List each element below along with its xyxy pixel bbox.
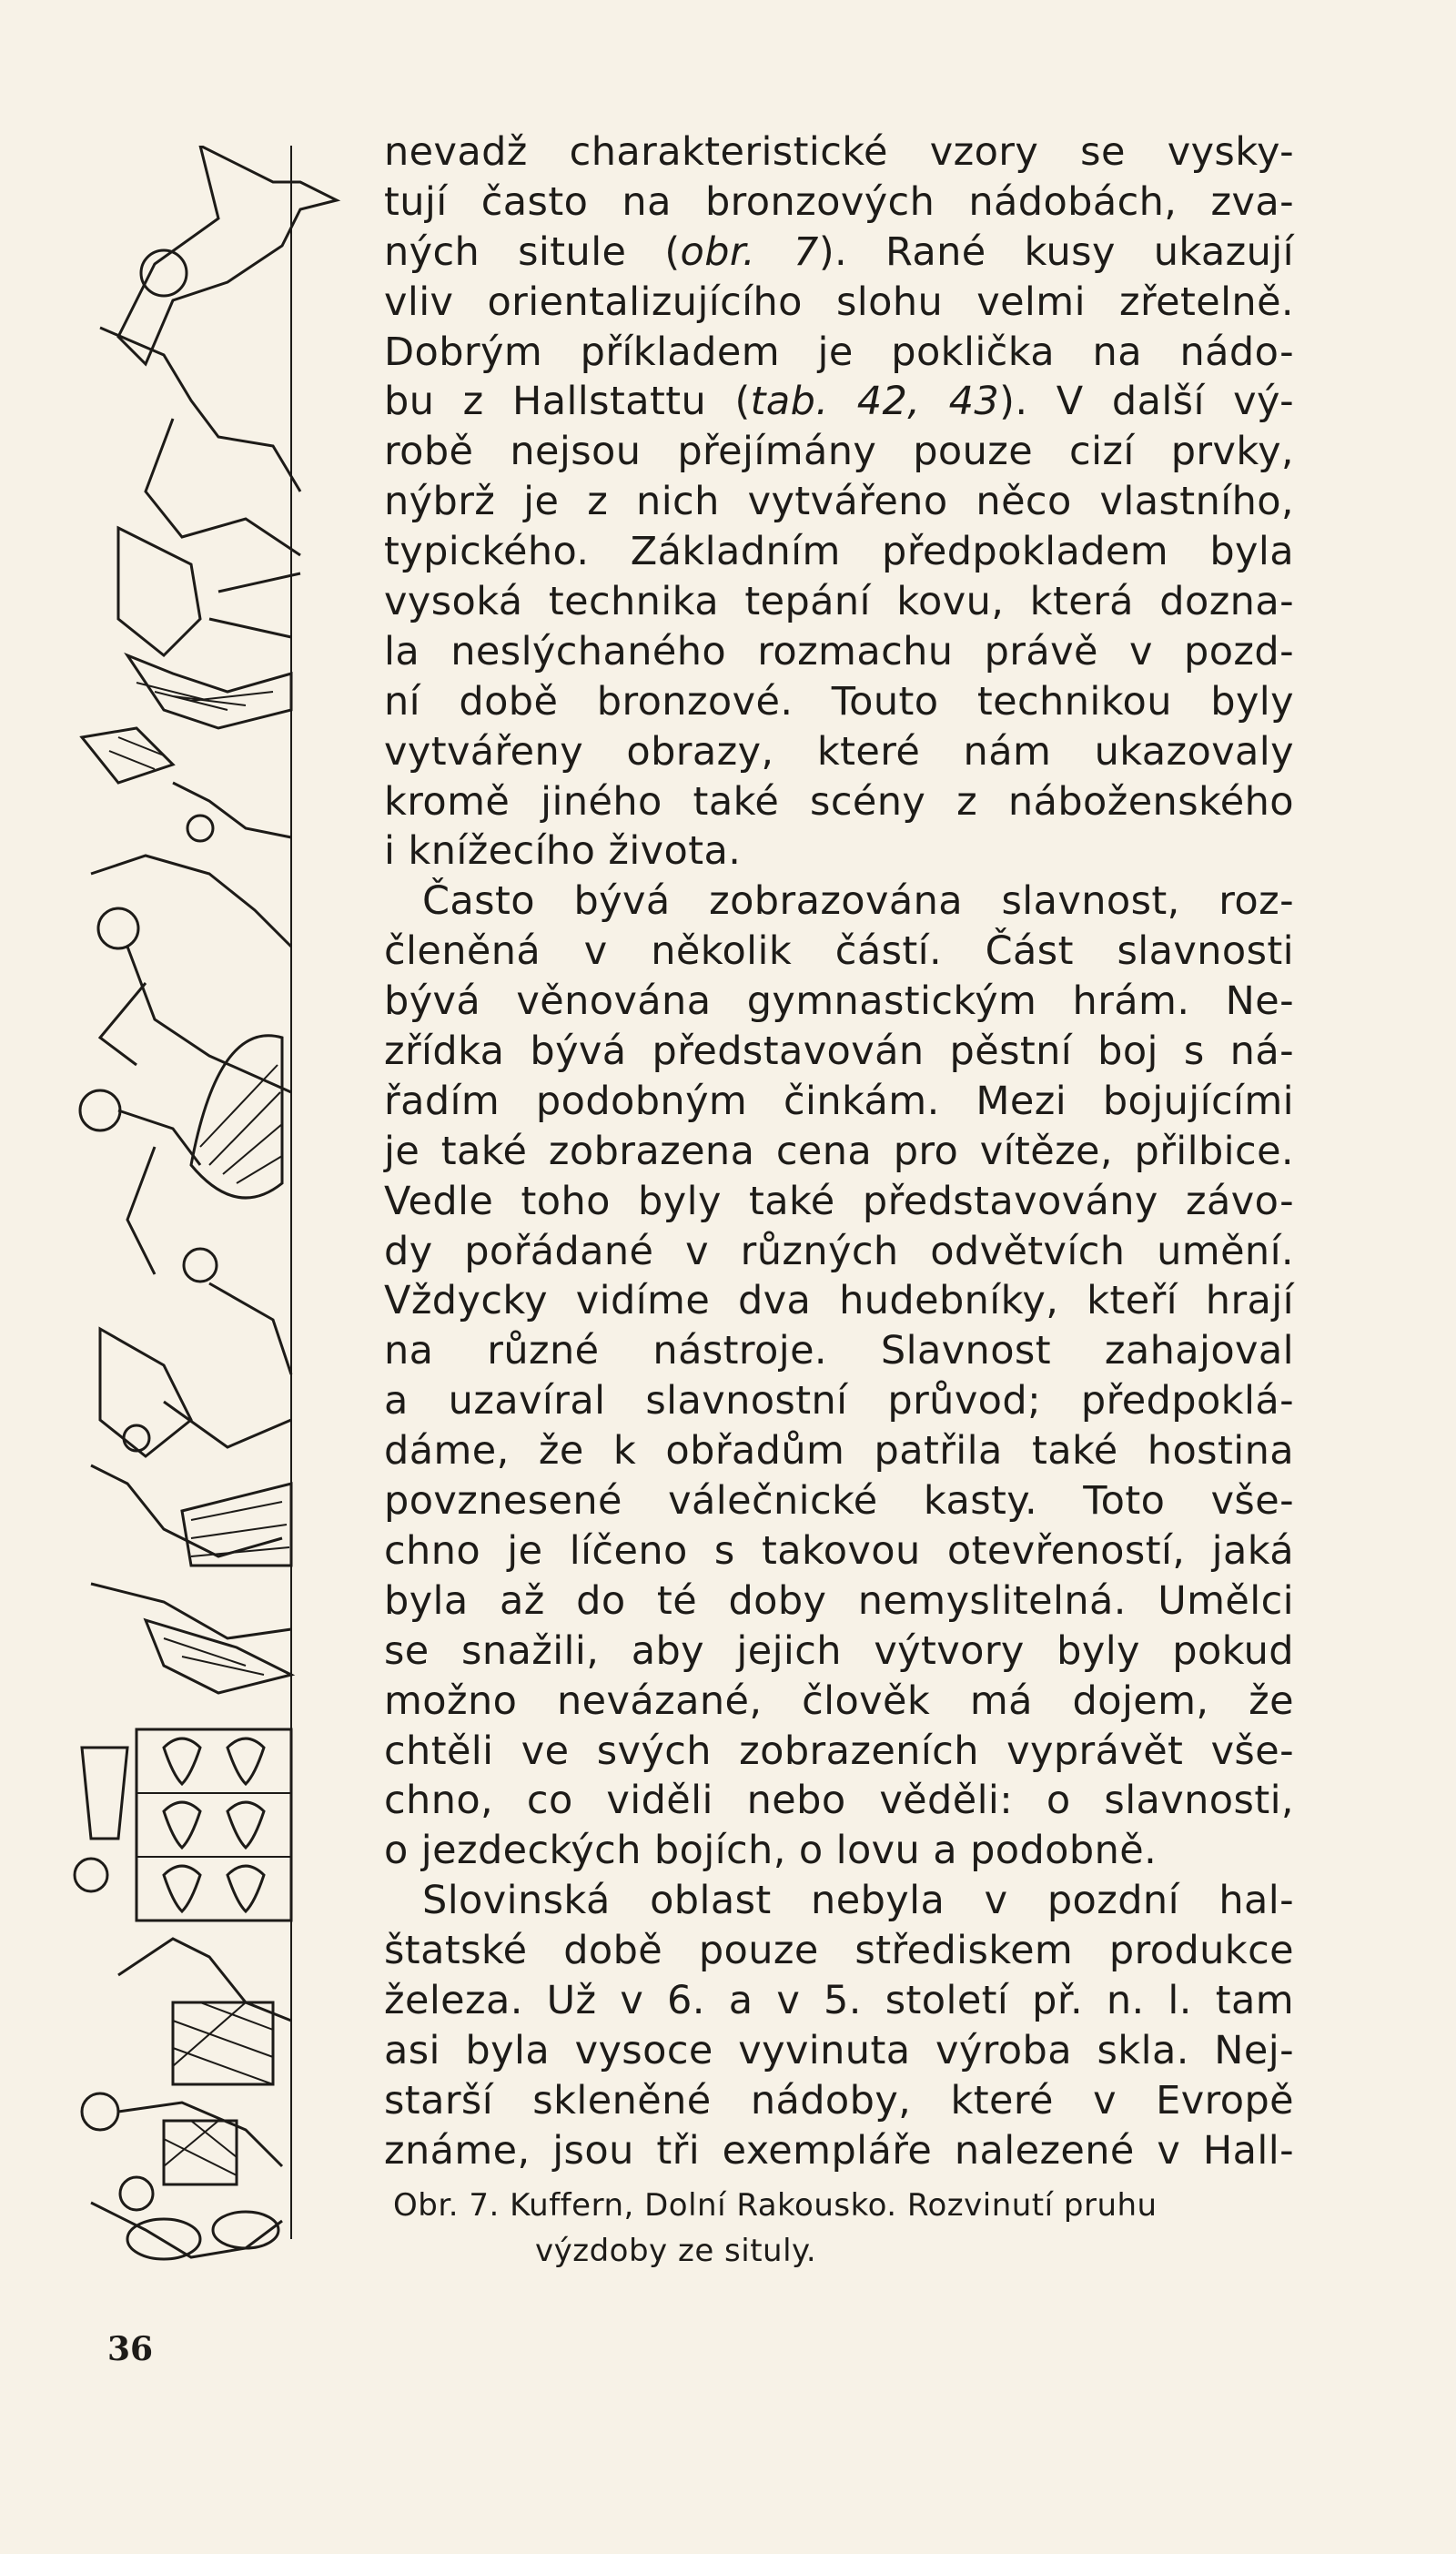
text-line: chno, co viděli nebo věděli: o slavnosti, [384, 1778, 1294, 1824]
text-line: chno je líčeno s takovou otevřeností, jaká [384, 1527, 1294, 1574]
text-line: dáme, že k obřadům patřila také hostina [384, 1428, 1294, 1475]
text-line: nevadž charakteristické vzory se vysky- [384, 129, 1294, 175]
text-line: tují často na bronzových nádobách, zva- [384, 178, 1294, 225]
text-line: se snažili, aby jejich výtvory byly pokud [384, 1627, 1294, 1674]
text-line: vysoká technika tepání kovu, která dozna- [384, 579, 1294, 625]
caption-line: Obr. 7. Kuffern, Dolní Rakousko. Rozvinutí pruhu [393, 2187, 1158, 2224]
text-line: Vedle toho byly také představovány závo- [384, 1178, 1294, 1224]
text-line: o jezdeckých bojích, o lovu a podobně. [384, 1828, 1158, 1874]
text-line: byla až do té doby nemyslitelná. Umělci [384, 1577, 1294, 1624]
text-line: členěná v několik částí. Část slavnosti [384, 928, 1294, 975]
frieze-figure [82, 1939, 291, 2259]
text-line: bu z Hallstattu (tab. 42, 43). V další vý- [384, 379, 1295, 425]
page-number: 36 [107, 2330, 154, 2368]
text-line: kromě jiného také scény z náboženského [384, 778, 1294, 825]
figure-caption [393, 2183, 1294, 2274]
text-line: možno nevázané, člověk má dojem, že [384, 1677, 1294, 1724]
situla-frieze-illustration [64, 146, 364, 2275]
text-line: dy pořádané v různých odvětvích umění. [384, 1228, 1294, 1274]
text-line: a uzavíral slavnostní průvod; předpoklá- [384, 1378, 1294, 1424]
frieze-figure [100, 146, 337, 655]
text-line: chtěli ve svých zobrazeních vyprávět vše- [384, 1728, 1294, 1774]
inline-reference: obr. 7 [680, 228, 819, 275]
text-line: la neslýchaného rozmachu právě v pozd- [384, 628, 1294, 674]
text-line: robě nejsou přejímány pouze cizí prvky, [384, 429, 1294, 475]
text-line: Slovinská oblast nebyla v pozdní hal- [422, 1878, 1294, 1924]
text-line: železa. Už v 6. a v 5. století př. n. l. tam [384, 1977, 1294, 2023]
caption-line: výzdoby ze situly. [535, 2233, 817, 2269]
frieze-furniture [75, 1729, 291, 1921]
frieze-helmet [80, 1036, 291, 1374]
frieze-figure [91, 783, 291, 1092]
inline-reference: tab. 42, 43 [750, 379, 1000, 425]
text-line: typického. Základním předpokladem byla [384, 529, 1294, 575]
body-text [384, 127, 1294, 2176]
text-line: nýbrž je z nich vytvářeno něco vlastního, [384, 479, 1294, 525]
frieze-figure [82, 655, 291, 783]
text-line: vytvářeny obrazy, které nám ukazovaly [384, 728, 1294, 775]
text-line: na různé nástroje. Slavnost zahajoval [384, 1328, 1294, 1374]
text-line: ní době bronzové. Touto technikou byly [384, 678, 1294, 725]
text-line: zřídka bývá představován pěstní boj s ná- [384, 1029, 1294, 1075]
text-line: starší skleněné nádoby, které v Evropě [384, 2077, 1294, 2123]
text-line: je také zobrazena cena pro vítěze, přilbice. [384, 1128, 1294, 1174]
text-line: Vždycky vidíme dva hudebníky, kteří hrají [384, 1278, 1294, 1324]
frieze-figure [91, 1329, 291, 1693]
text-line: povznesené válečnické kasty. Toto vše- [384, 1478, 1294, 1525]
text-line: známe, jsou tři exempláře nalezené v Hall- [384, 2127, 1294, 2174]
text-line: asi byla vysoce vyvinuta výroba skla. Nej- [384, 2027, 1294, 2073]
text-line: i knížecího života. [384, 828, 742, 875]
text-line: bývá věnována gymnastickým hrám. Ne- [384, 978, 1294, 1025]
text-line: Často bývá zobrazována slavnost, roz- [422, 878, 1294, 925]
text-line: řadím podobným činkám. Mezi bojujícími [384, 1078, 1294, 1124]
text-line: štatské době pouze střediskem produkce [384, 1928, 1294, 1974]
text-line: Dobrým příkladem je poklička na nádo- [384, 329, 1294, 375]
text-line: vliv orientalizujícího slohu velmi zřetelně. [384, 279, 1294, 325]
text-line: ných situle (obr. 7). Rané kusy ukazují [384, 228, 1294, 275]
